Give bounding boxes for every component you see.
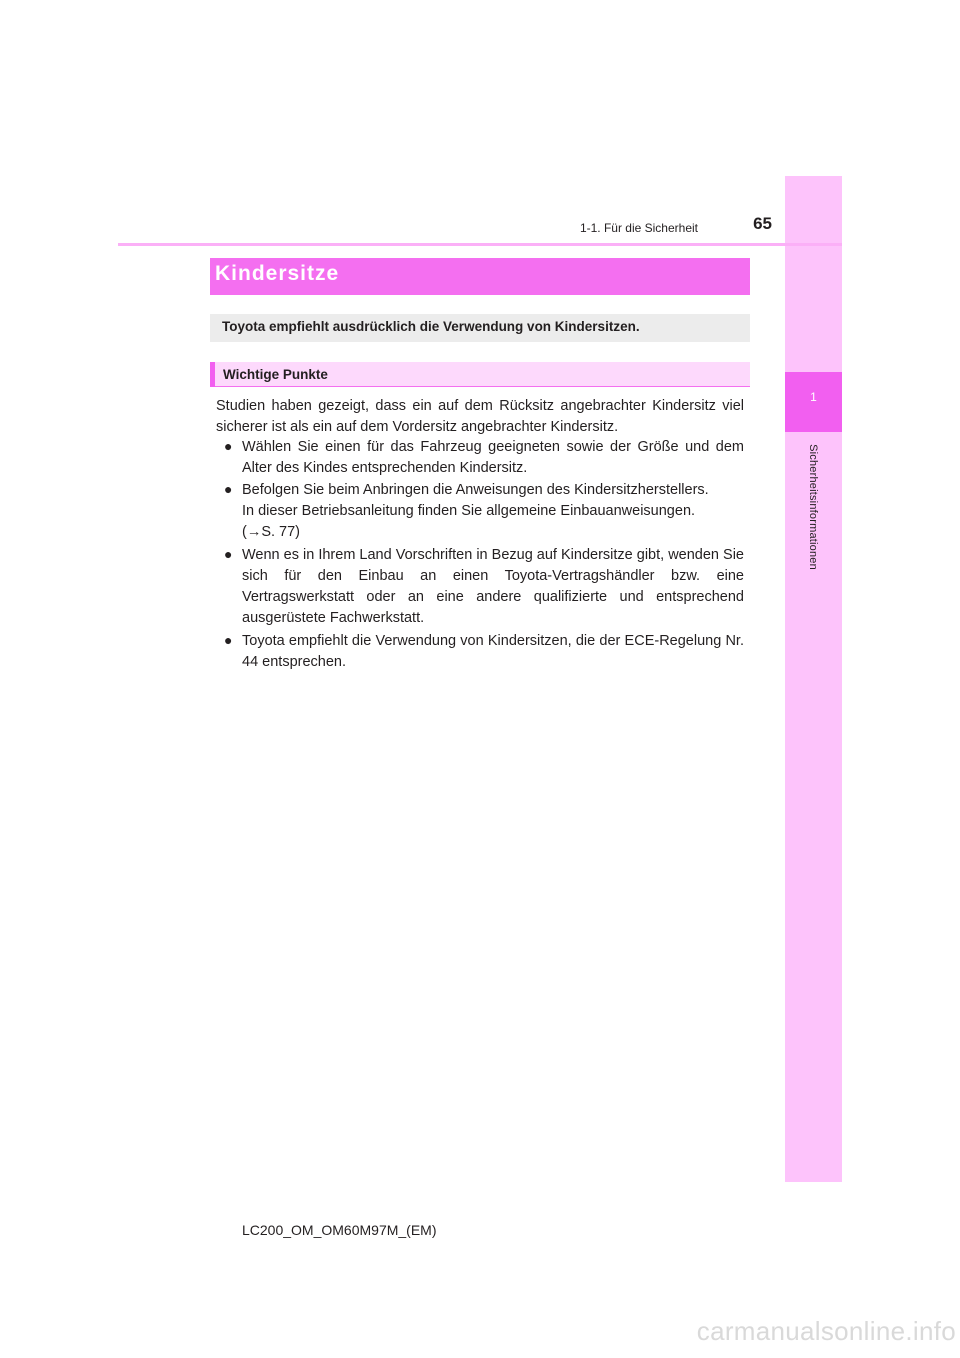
section-reference: 1-1. Für die Sicherheit <box>579 221 698 235</box>
header-divider <box>118 243 842 246</box>
bullet-icon: ● <box>224 481 233 497</box>
bullet-icon: ● <box>224 438 233 454</box>
chapter-label: Sicherheitsinformationen <box>807 444 819 570</box>
list-item-line: Befolgen Sie beim Anbringen die Anweisungen des Kindersitzherstellers. <box>242 482 709 498</box>
list-item-line: In dieser Betriebsanleitung finden Sie allgemeine Einbauanweisungen. <box>242 503 696 519</box>
list-item <box>242 480 744 543</box>
page-title: Kindersitze <box>215 262 340 285</box>
subheading: Wichtige Punkte <box>223 367 328 382</box>
page-reference: (→S. 77) <box>242 524 301 540</box>
document-code: LC200_OM_OM60M97M_(EM) <box>242 1222 437 1238</box>
list-item: Toyota empfiehlt die Verwendung von Kindersitzen, die der ECE-Regelung Nr. 44 entsprechen. <box>242 633 744 670</box>
bullet-icon: ● <box>224 632 233 648</box>
watermark-site: carmanualsonline.info <box>696 1316 956 1346</box>
page-number: 65 <box>753 214 772 233</box>
subheading-marker <box>210 362 215 387</box>
bullet-icon: ● <box>224 546 233 562</box>
list-item: Wenn es in Ihrem Land Vorschriften in Bezug auf Kindersitze gibt, wenden Sie sich für den Einbau an einen Toyota-Vertragshändler bzw. eine Vertragswerkstatt oder an eine andere qualifizierte und entsprechend ausgerüstete Fachwerkstatt. <box>242 547 744 626</box>
chapter-number: 1 <box>810 390 817 404</box>
chapter-side-tab <box>785 176 842 1182</box>
intro-text: Toyota empfiehlt ausdrücklich die Verwendung von Kindersitzen. <box>222 319 640 334</box>
list-item: Wählen Sie einen für das Fahrzeug geeigneten sowie der Größe und dem Alter des Kindes entsprechenden Kindersitz. <box>242 439 744 476</box>
intro-paragraph: Studien haben gezeigt, dass ein auf dem Rücksitz angebrachter Kindersitz viel sicherer ist als ein auf dem Vordersitz angebrachter Kindersitz. <box>216 398 744 435</box>
